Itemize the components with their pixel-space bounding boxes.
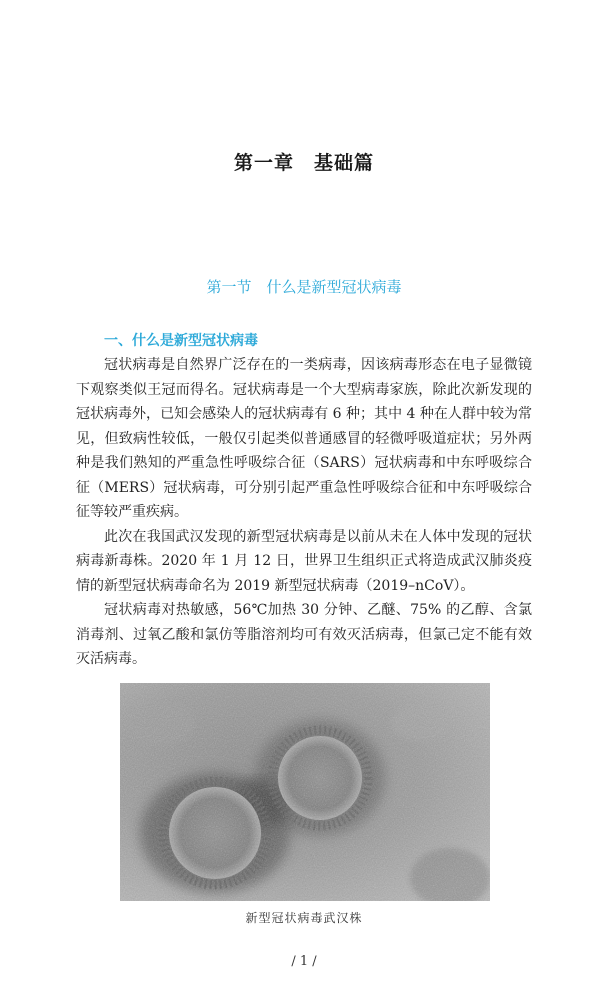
chapter-title: 第一章 基础篇	[233, 152, 374, 174]
paragraph-1: 冠状病毒是自然界广泛存在的一类病毒，因该病毒形态在电子显微镜下观察类似王冠而得名。冠状病毒是一个大型病毒家族，除此次新发现的冠状病毒外，已知会感染人的冠状病毒有 6 种；其中 4 种在人群中较为常见，但致病性较低，一般仅引起类似普通感冒的轻微呼吸道症状；另外两种是我们熟知的严重急性呼吸综合征（SARS）冠状病毒和中东呼吸综合征（MERS）冠状病毒，可分别引起严重急性呼吸综合征和中东呼吸综合征等较严重疾病。	[76, 357, 532, 520]
paragraph-2: 此次在我国武汉发现的新型冠状病毒是以前从未在人体中发现的冠状病毒新毒株。2020 年 1 月 12 日，世界卫生组织正式将造成武汉肺炎疫情的新型冠状病毒命名为 2019 新型冠状病毒（2019–nCoV）。	[76, 528, 532, 594]
virus-micrograph-image	[120, 683, 490, 901]
paragraph-3: 冠状病毒对热敏感，56℃加热 30 分钟、乙醚、75% 的乙醇、含氯消毒剂、过氧乙酸和氯仿等脂溶剂均可有效灭活病毒，但氯己定不能有效灭活病毒。	[76, 602, 532, 667]
virus-micrograph	[120, 683, 490, 901]
page-number: / 1 /	[291, 954, 317, 969]
section-title: 第一节 什么是新型冠状病毒	[206, 278, 402, 296]
figure-caption: 新型冠状病毒武汉株	[245, 911, 363, 925]
body-text	[76, 353, 532, 672]
subsection-heading: 一、什么是新型冠状病毒	[104, 333, 258, 349]
